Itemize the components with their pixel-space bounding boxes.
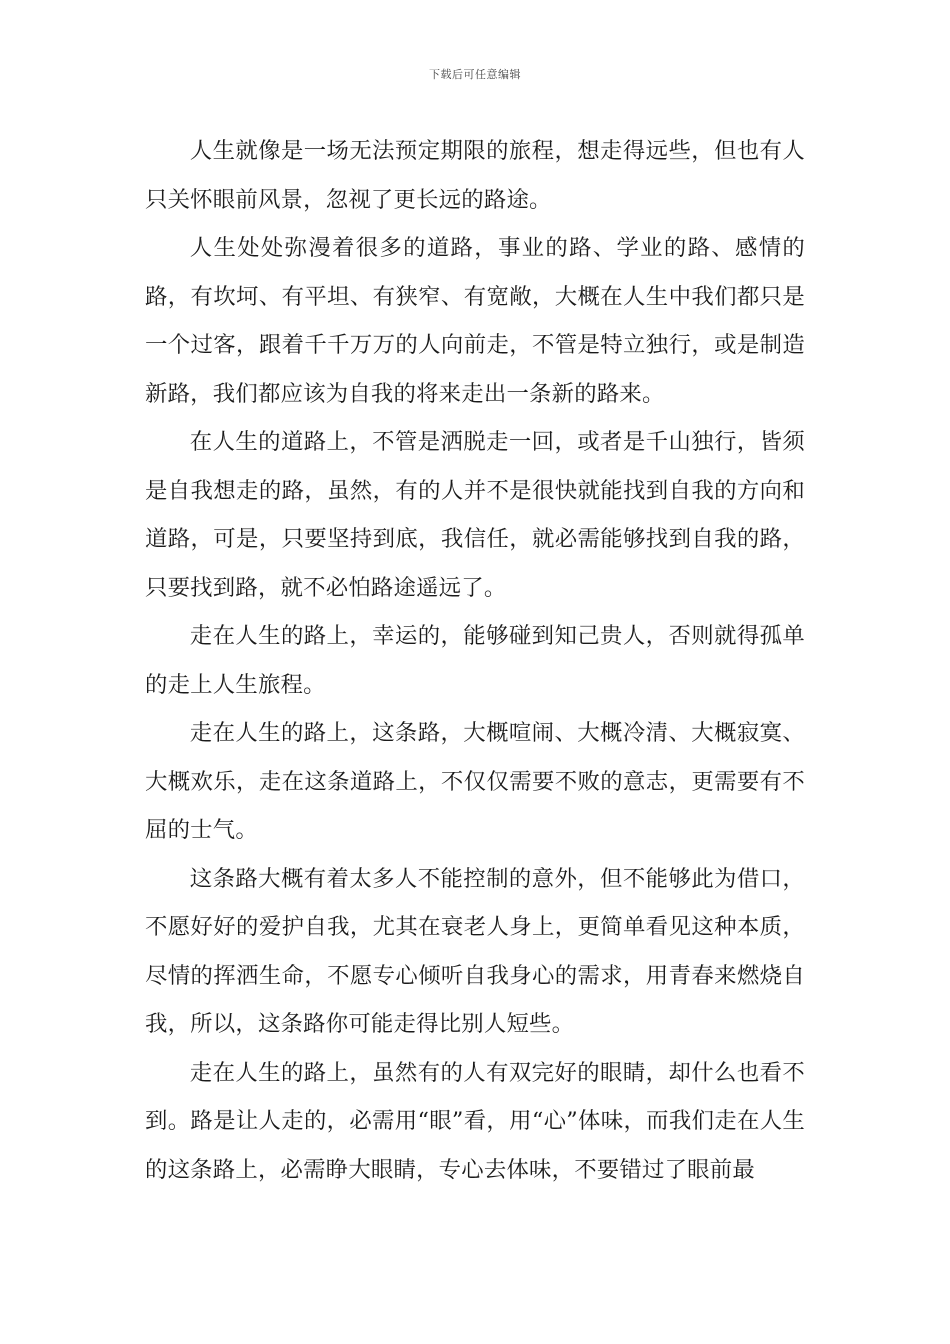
page-header: 下载后可任意编辑 — [429, 68, 521, 81]
paragraph: 在人生的道路上，不管是洒脱走一回，或者是千山独行，皆须是自我想走的路，虽然，有的人并不是很快就能找到自我的方向和道路，可是，只要坚持到底，我信任，就必需能够找到自我的路，只要找到路，就不必怕路途遥远了。 — [145, 429, 805, 601]
paragraph: 走在人生的路上，这条路，大概喧闹、大概冷清、大概寂寞、大概欢乐，走在这条道路上，不仅仅需要不败的意志，更需要有不屈的士气。 — [145, 720, 805, 843]
paragraph: 走在人生的路上，虽然有的人有双完好的眼睛，却什么也看不到。路是让人走的，必需用“眼”看，用“心”体味，而我们走在人生的这条路上，必需睁大眼睛，专心去体味，不要错过了眼前最 — [145, 1059, 805, 1183]
paragraph: 走在人生的路上，幸运的，能够碰到知己贵人，否则就得孤单的走上人生旅程。 — [145, 623, 805, 698]
paragraph: 人生处处弥漫着很多的道路，事业的路、学业的路、感情的路，有坎坷、有平坦、有狭窄、有宽敞，大概在人生中我们都只是一个过客，跟着千千万万的人向前走，不管是特立独行，或是制造新路，我们都应该为自我的将来走出一条新的路来。 — [145, 235, 805, 407]
paragraph: 这条路大概有着太多人不能控制的意外，但不能够此为借口，不愿好好的爱护自我，尤其在衰老人身上，更简单看见这种本质，尽情的挥洒生命，不愿专心倾听自我身心的需求，用青春来燃烧自我，所以，这条路你可能走得比别人短些。 — [145, 865, 805, 1037]
paragraph: 人生就像是一场无法预定期限的旅程，想走得远些，但也有人只关怀眼前风景，忽视了更长远的路途。 — [145, 138, 805, 213]
document-body — [145, 127, 805, 1194]
